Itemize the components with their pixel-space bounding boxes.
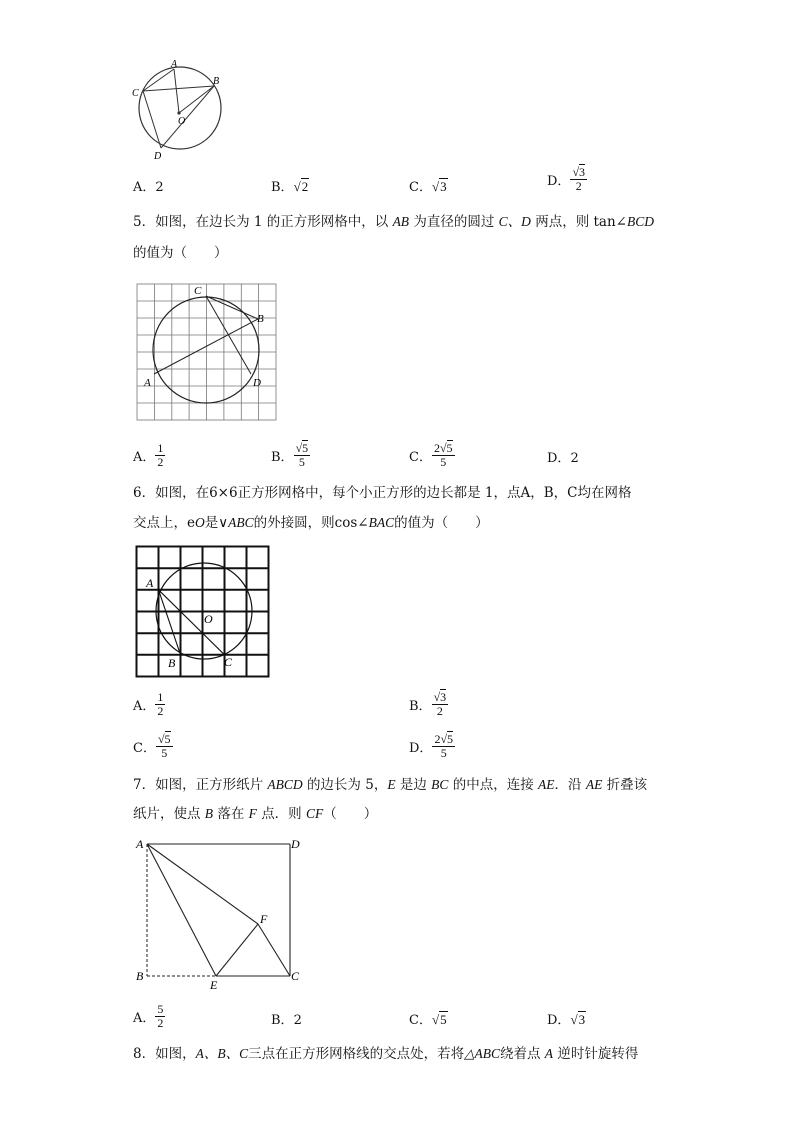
q4-center-dot: [177, 111, 180, 114]
q7-segment-fc: [258, 924, 290, 976]
q7-question-line2: 纸片，使点 B 落在 F 点．则 CF（ ）: [133, 806, 378, 822]
q5-label-b: B: [257, 313, 264, 325]
q4-label-c: C: [132, 88, 139, 99]
q5-question-line1: 5．如图，在边长为 1 的正方形网格中，以 AB 为直径的圆过 C、D 两点，则 tan∠BCD: [133, 214, 654, 230]
q7-label-d: D: [291, 837, 300, 851]
q4-segment-cd: [143, 91, 161, 148]
q4-option-b[interactable]: B．√2: [271, 179, 309, 195]
q6-question-line2: 交点上，eO是∨ABC的外接圆，则cos∠BAC的值为（ ）: [133, 515, 489, 531]
q4-circle: [139, 67, 221, 149]
q5-option-b[interactable]: B． $\frac{√5}{5}$: [271, 441, 309, 469]
q7-option-b[interactable]: B．2: [271, 1013, 302, 1028]
q4-circle-figure: [128, 58, 254, 166]
q7-option-c[interactable]: C．√5: [409, 1012, 447, 1028]
q7-label-e: E: [210, 978, 218, 992]
q4-segment-ca: [143, 69, 174, 91]
q6-option-a[interactable]: A． $\frac{1}{2}$: [133, 690, 164, 718]
q6-label-o: O: [204, 612, 213, 626]
q7-question-line1: 7．如图，正方形纸片 ABCD 的边长为 5，E 是边 BC 的中点，连接 AE．沿 AE 折叠该: [133, 777, 648, 793]
q6-option-d[interactable]: D． $\frac{2√5}{5}$: [409, 732, 454, 760]
q4-option-d[interactable]: D． $\frac{√3}{2}$: [547, 165, 586, 193]
q4-label-a: A: [171, 59, 178, 70]
q8-question-line1: 8．如图，A、B、C三点在正方形网格线的交点处，若将△ABC绕着点 A 逆时针旋转得: [133, 1046, 639, 1062]
q4-label-d: D: [154, 151, 162, 162]
q6-segment-ac: [159, 590, 225, 655]
q6-label-a: A: [146, 576, 154, 590]
q4-segment-ao: [174, 69, 179, 113]
q7-segment-af: [147, 844, 258, 924]
q7-segment-ef: [216, 924, 258, 976]
q4-segment-bo: [179, 86, 214, 113]
q6-label-b: B: [168, 656, 176, 670]
q5-option-c[interactable]: C． $\frac{2√5}{5}$: [409, 441, 453, 469]
q5-segment-ab: [154, 319, 258, 374]
q5-grid-figure: [136, 280, 278, 422]
q7-label-a: A: [136, 837, 144, 851]
q4-label-b: B: [213, 76, 220, 87]
q5-option-a[interactable]: A． $\frac{1}{2}$: [133, 441, 164, 469]
q4-option-a[interactable]: A．2: [133, 180, 164, 195]
q5-option-d[interactable]: D．2: [547, 451, 579, 466]
q6-question-line1: 6．如图，在6×6正方形网格中，每个小正方形的边长都是 1，点A，B，C均在网格: [133, 485, 632, 501]
q7-label-f: F: [260, 912, 268, 926]
q6-label-c: C: [224, 655, 233, 669]
q5-label-c: C: [194, 285, 202, 297]
q7-option-a[interactable]: A． $\frac{5}{2}$: [133, 1002, 164, 1030]
q4-segment-cb: [143, 86, 214, 91]
q7-label-b: B: [136, 969, 144, 983]
q4-option-c[interactable]: C．√3: [409, 179, 447, 195]
q6-option-b[interactable]: B． $\frac{√3}{2}$: [409, 690, 447, 718]
q5-label-d: D: [253, 377, 261, 389]
q7-square-figure: [134, 834, 304, 994]
q5-segment-cb: [206, 296, 258, 319]
q6-grid-figure: [135, 545, 271, 679]
q4-label-o: O: [178, 116, 186, 127]
q5-question-line2: 的值为（ ）: [133, 245, 228, 261]
q4-segment-db: [161, 86, 214, 148]
q7-label-c: C: [291, 969, 300, 983]
q7-option-d[interactable]: D．√3: [547, 1012, 586, 1028]
q5-label-a: A: [144, 377, 151, 389]
q7-segment-ae: [147, 844, 216, 976]
q6-option-c[interactable]: C． $\frac{√5}{5}$: [133, 732, 171, 760]
